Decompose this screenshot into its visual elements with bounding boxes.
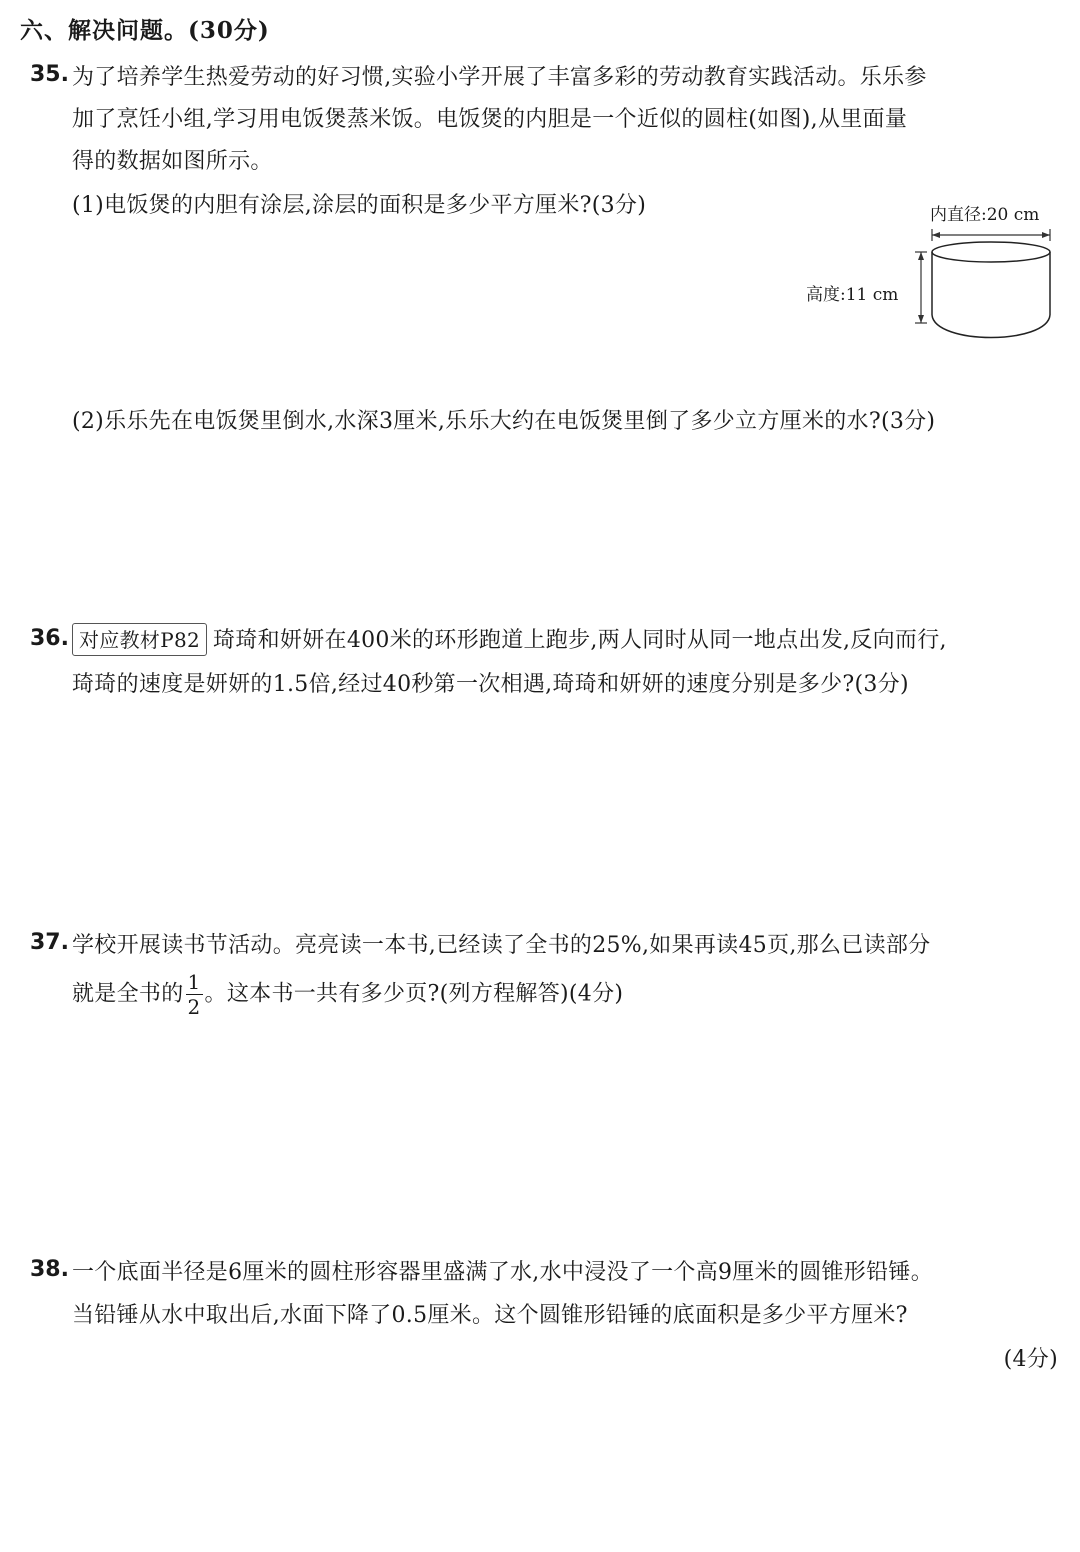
q37-line2 — [72, 972, 623, 1017]
textbook-tag: 对应教材P82 — [72, 623, 207, 656]
cylinder-diagram — [800, 195, 1070, 270]
q38-line2: 当铅锤从水中取出后,水面下降了0.5厘米。这个圆锥形铅锤的底面积是多少平方厘米? — [72, 1303, 908, 1328]
q37-number: 37. — [30, 930, 69, 955]
diameter-label: 内直径:20 cm — [930, 205, 1040, 225]
q35-line1: 为了培养学生热爱劳动的好习惯,实验小学开展了丰富多彩的劳动教育实践活动。乐乐参 — [72, 65, 927, 90]
q35-line2: 加了烹饪小组,学习用电饭煲蒸米饭。电饭煲的内胆是一个近似的圆柱(如图),从里面量 — [72, 107, 908, 132]
section-title: 六、解决问题。(30分) — [20, 17, 270, 44]
q38-line1: 一个底面半径是6厘米的圆柱形容器里盛满了水,水中浸没了一个高9厘米的圆锥形铅锤。 — [72, 1260, 933, 1285]
q35-sub2: (2)乐乐先在电饭煲里倒水,水深3厘米,乐乐大约在电饭煲里倒了多少立方厘米的水?(3分) — [72, 409, 936, 434]
fraction-numerator: 1 — [187, 970, 201, 994]
q36-line2: 琦琦的速度是妍妍的1.5倍,经过40秒第一次相遇,琦琦和妍妍的速度分别是多少?(3分) — [72, 672, 909, 697]
q35-line3: 得的数据如图所示。 — [72, 149, 273, 174]
q36-line1-wrap — [72, 623, 947, 656]
fraction-denominator: 2 — [187, 995, 201, 1019]
fraction-one-half — [186, 972, 203, 1017]
q36-line1: 琦琦和妍妍在400米的环形跑道上跑步,两人同时从同一地点出发,反向而行, — [213, 628, 947, 653]
q38-score: (4分) — [1003, 1347, 1058, 1372]
q37-line1: 学校开展读书节活动。亮亮读一本书,已经读了全书的25%,如果再读45页,那么已读部分 — [72, 933, 931, 958]
q38-number: 38. — [30, 1257, 69, 1282]
q35-number: 35. — [30, 62, 69, 87]
q37-line2-prefix: 就是全书的 — [72, 981, 184, 1007]
q36-number: 36. — [30, 626, 69, 651]
cylinder-figure — [800, 195, 1070, 305]
q35-sub1: (1)电饭煲的内胆有涂层,涂层的面积是多少平方厘米?(3分) — [72, 193, 647, 218]
height-label: 高度:11 cm — [806, 285, 899, 305]
q37-line2-suffix: 。这本书一共有多少页?(列方程解答)(4分) — [204, 981, 624, 1007]
